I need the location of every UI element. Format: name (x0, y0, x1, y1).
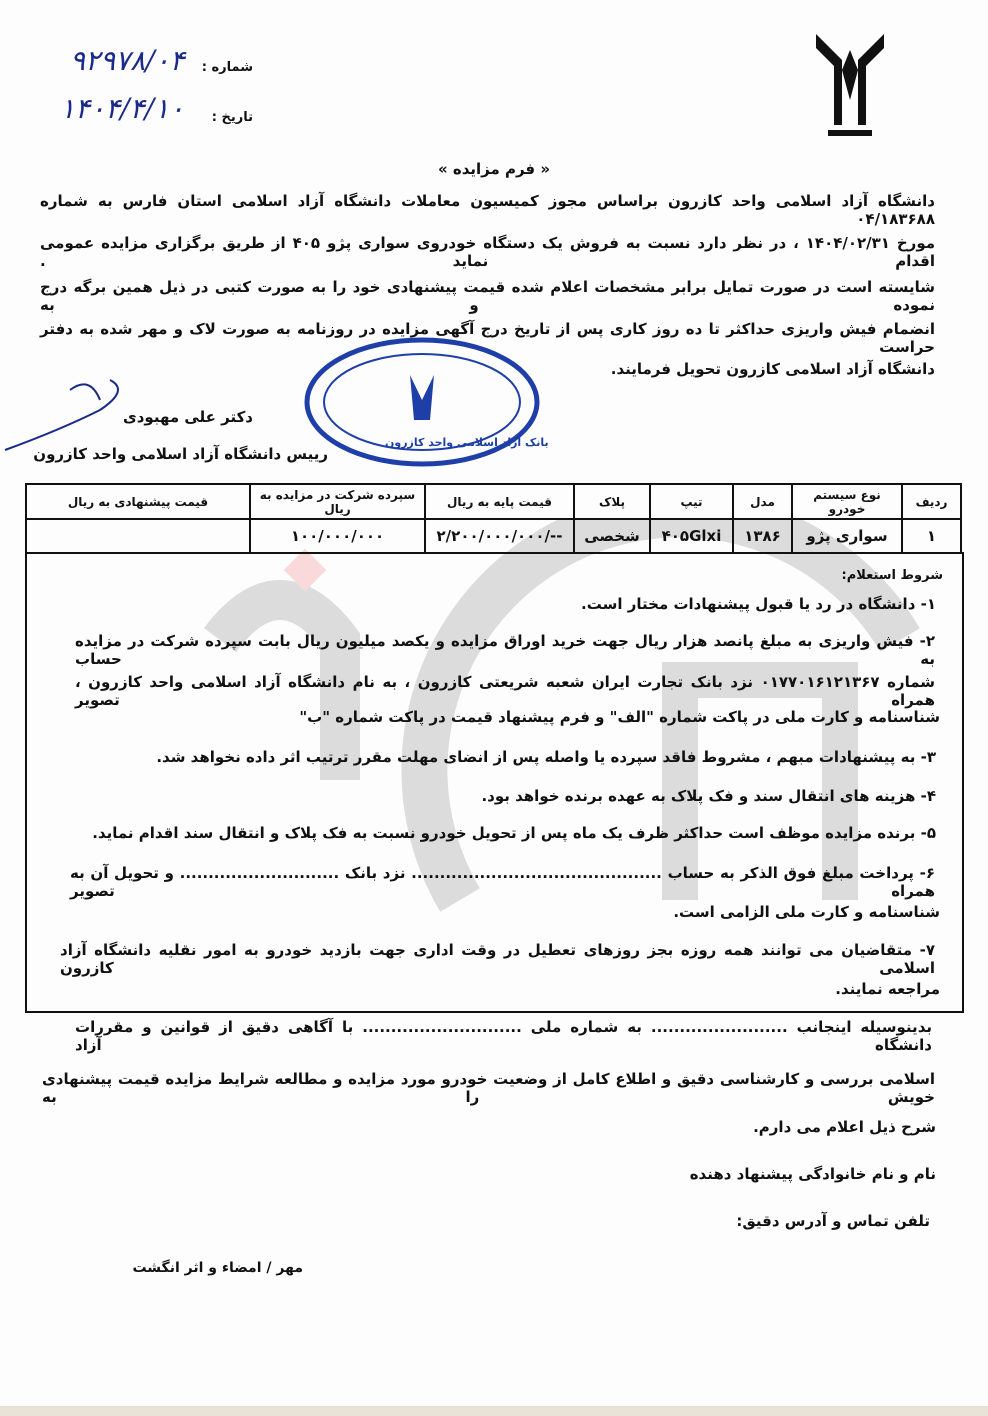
col-trim: تیپ (650, 484, 733, 519)
cell-trim: ۴۰۵Glxi (650, 519, 733, 553)
official-stamp (300, 330, 545, 470)
scan-edge (0, 1406, 988, 1416)
col-base-price: قیمت پایه به ریال (425, 484, 574, 519)
col-vehicle-type: نوع سیستم خودرو (792, 484, 902, 519)
condition-line: ۲- فیش واریزی به مبلغ پانصد هزار ریال جهت خرید اوراق مزایده و یکصد میلیون ریال بابت سپرده شرکت در مزایده به حساب (75, 632, 935, 668)
condition-line: ۱- دانشگاه در رد یا قبول پیشنهادات مختار است. (581, 595, 936, 613)
contact-address-label: تلفن تماس و آدرس دقیق: (736, 1212, 930, 1230)
condition-line: ۵- برنده مزایده موظف است حداکثر ظرف یک ماه پس از تحویل خودرو نسبت به فک پلاک و انتقال سند اقدام نماید. (92, 824, 936, 842)
intro-line: انضمام فیش واریزی حداکثر تا ده روز کاری پس از تاریخ درج آگهی مزایده در روزنامه به صورت لاک و مهر شده به دفتر حراست (40, 320, 935, 356)
cell-row: ۱ (902, 519, 961, 553)
col-deposit: سپرده شرکت در مزایده به ریال (250, 484, 425, 519)
number-value: ۹۲۹۷۸/۰۴ (70, 44, 185, 77)
col-model: مدل (733, 484, 792, 519)
date-label: تاریخ : (211, 110, 253, 125)
condition-line: ۳- به پیشنهادات مبهم ، مشروط فاقد سپرده یا واصله پس از انضای مهلت مقرر ترتیب اثر داده نخواهد شد. (156, 748, 936, 766)
declaration-line: اسلامی بررسی و کارشناسی دقیق و اطلاع کامل از وضعیت خودرو مورد مزایده و مطالعه شرایط مزایده قیمت پیشنهادی خویش را به (42, 1070, 935, 1106)
cell-offer-price[interactable] (26, 519, 250, 553)
cell-base-price: ۲/۲۰۰/۰۰۰/۰۰۰/-- (425, 519, 574, 553)
stamp-text: بانک آزاد اسلامی واحد کازرون (385, 436, 549, 449)
declaration-line: شرح ذیل اعلام می دارم. (753, 1118, 936, 1136)
vehicle-table (25, 483, 962, 554)
condition-line: ۷- متقاضیان می توانند همه روزه بجز روزهای تعطیل در وقت اداری جهت بازدید خودرو به امور نقلیه دانشگاه آزاد اسلامی کازرون (60, 941, 935, 977)
cell-vehicle-type: سواری پژو (792, 519, 902, 553)
condition-line: ۶- پرداخت مبلغ فوق الذکر به حساب ............................................ نزد بانک ............................ و تحویل آن به همراه تصویر (70, 864, 935, 900)
col-row: ردیف (902, 484, 961, 519)
conditions-heading: شروط استعلام: (841, 568, 943, 583)
intro-line: مورخ ۱۴۰۴/۰۲/۳۱ ، در نظر دارد نسبت به فروش یک دستگاه خودروی سواری پژو ۴۰۵ از طریق برگزاری مزایده عمومی اقدام نماید . (40, 234, 936, 270)
intro-line: شایسته است در صورت تمایل برابر مشخصات اعلام شده قیمت پیشنهادی خود را به صورت کتبی در ذیل همین برگه درج نموده و به (40, 278, 935, 314)
cell-plate: شخصی (574, 519, 650, 553)
declaration-line: بدینوسیله اینجانب ........................ به شماره ملی ............................ با آگاهی دقیق از قوانین و مقررات دانشگاه آزاد (75, 1018, 932, 1054)
col-offer-price: قیمت پیشنهادی به ریال (26, 484, 250, 519)
table-header-row (26, 484, 961, 519)
signatory-position: رییس دانشگاه آزاد اسلامی واحد کازرون (33, 445, 328, 463)
form-title: « فرم مزایده » (437, 160, 551, 178)
signatory-name: دکتر علی مهبودی (122, 408, 253, 426)
condition-line: ۴- هزینه های انتقال سند و فک پلاک به عهده برنده خواهد بود. (481, 787, 936, 805)
university-logo (812, 30, 888, 142)
col-plate: پلاک (574, 484, 650, 519)
cell-deposit: ۱۰۰/۰۰۰/۰۰۰ (250, 519, 425, 553)
bidder-name-label: نام و نام خانوادگی پیشنهاد دهنده (689, 1165, 936, 1183)
date-value: ۱۴۰۴/۴/۱۰ (60, 92, 185, 125)
intro-line: دانشگاه آزاد اسلامی کازرون تحویل فرمایند. (610, 360, 935, 378)
number-label: شماره : (201, 60, 253, 75)
cell-model: ۱۳۸۶ (733, 519, 792, 553)
condition-line: شناسنامه و کارت ملی در پاکت شماره "الف" و فرم پیشنهاد قیمت در پاکت شماره "ب" (299, 708, 940, 726)
condition-line: مراجعه نمایند. (835, 980, 940, 998)
table-row (26, 519, 961, 553)
signature-label: مهر / امضاء و اثر انگشت (132, 1260, 303, 1276)
condition-line: شناسنامه و کارت ملی الزامی است. (673, 903, 940, 921)
condition-line: شماره ۰۱۷۷۰۱۶۱۲۱۳۶۷ نزد بانک تجارت ایران شعبه شریعتی کازرون ، به نام دانشگاه آزاد اسلامی واحد کازرون ، همراه تصویر (75, 673, 936, 709)
intro-line: دانشگاه آزاد اسلامی واحد کازرون براساس مجوز کمیسیون معاملات دانشگاه آزاد اسلامی استان فارس به شماره ۰۴/۱۸۳۶۸۸ (40, 192, 935, 228)
